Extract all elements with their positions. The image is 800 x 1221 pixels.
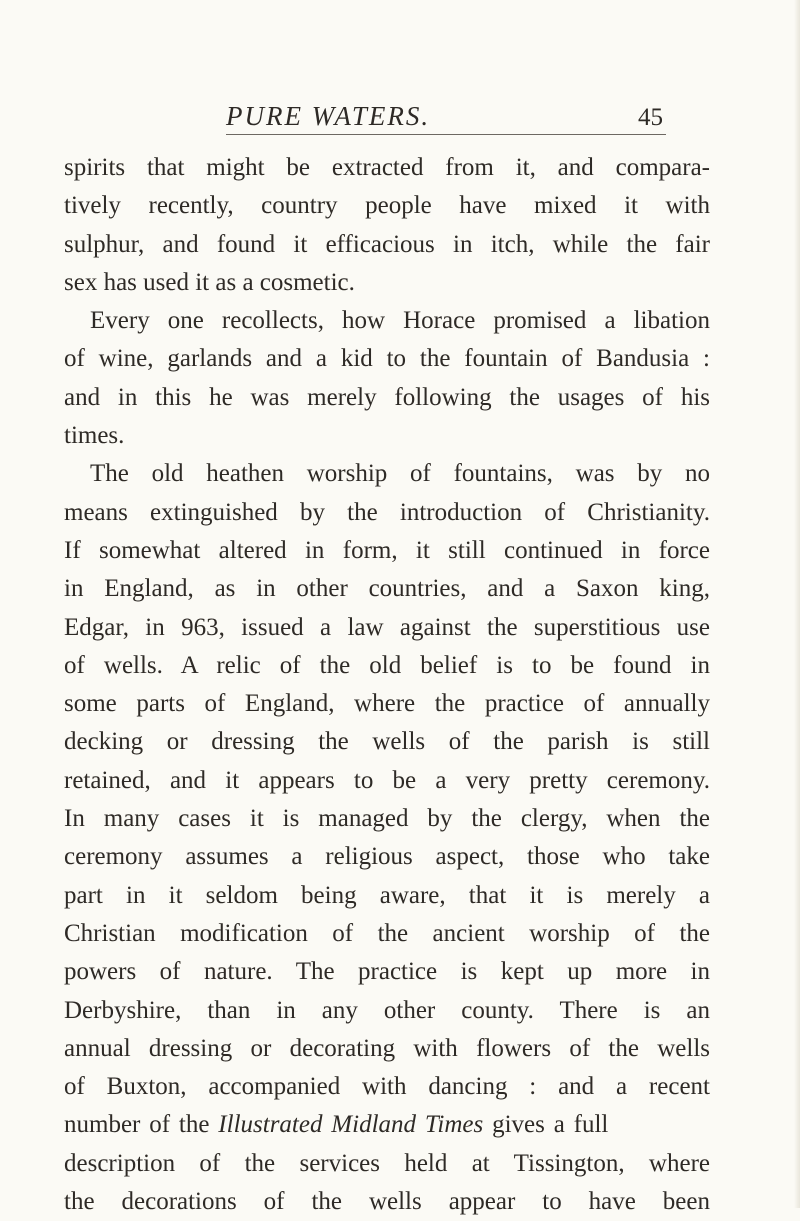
text-line: times. <box>64 422 125 450</box>
text-line: sex has used it as a cosmetic. <box>64 268 355 296</box>
text-line: annual dressing or decorating with flowers of the wells <box>64 1034 710 1062</box>
text-line: of wells. A relic of the old belief is to be found in <box>64 651 710 679</box>
running-head <box>0 98 800 138</box>
text-line: part in it seldom being aware, that it is merely a <box>64 881 710 909</box>
page-edge-shadow <box>794 0 800 1208</box>
text-line: the decorations of the wells appear to have been <box>64 1188 710 1216</box>
header-rule <box>226 134 666 135</box>
text-line: In many cases it is managed by the clergy, when the <box>64 805 710 833</box>
text-line: retained, and it appears to be a very pretty ceremony. <box>64 766 710 794</box>
paragraph-start-line: Every one recollects, how Horace promised a libation <box>90 307 710 335</box>
page-number: 45 <box>638 104 663 131</box>
text-segment: gives a full <box>483 1111 609 1139</box>
text-line: in England, as in other countries, and a Saxon king, <box>64 575 710 603</box>
paragraph-start-line: The old heathen worship of fountains, was by no <box>90 460 710 488</box>
text-line: powers of nature. The practice is kept up more in <box>64 958 710 986</box>
text-line: means extinguished by the introduction of Christianity. <box>64 498 710 526</box>
text-segment: number of the <box>64 1111 219 1139</box>
newspaper-title: Illustrated Midland Times <box>218 1111 484 1139</box>
text-line: decking or dressing the wells of the parish is still <box>64 728 710 756</box>
body-text <box>64 149 710 1221</box>
text-line: of wine, garlands and a kid to the fountain of Bandusia : <box>64 345 710 373</box>
text-line: some parts of England, where the practice of annually <box>64 690 710 718</box>
text-line: tively recently, country people have mixed it with <box>64 192 710 220</box>
text-line: Christian modification of the ancient worship of the <box>64 919 710 947</box>
running-title: PURE WATERS. <box>226 101 431 131</box>
text-line: spirits that might be extracted from it, and compara- <box>64 154 710 181</box>
text-line: Edgar, in 963, issued a law against the superstitious use <box>64 613 710 641</box>
text-line: ceremony assumes a religious aspect, those who take <box>64 843 710 871</box>
text-line: sulphur, and found it efficacious in itch, while the fair <box>64 230 710 258</box>
text-line: Derbyshire, than in any other county. There is an <box>64 996 710 1024</box>
text-line: description of the services held at Tissington, where <box>64 1149 710 1177</box>
text-line: of Buxton, accompanied with dancing : and a recent <box>64 1073 710 1101</box>
text-line: If somewhat altered in form, it still continued in force <box>64 536 710 564</box>
text-line-with-citation <box>64 1106 710 1144</box>
text-line: and in this he was merely following the usages of his <box>64 383 710 411</box>
